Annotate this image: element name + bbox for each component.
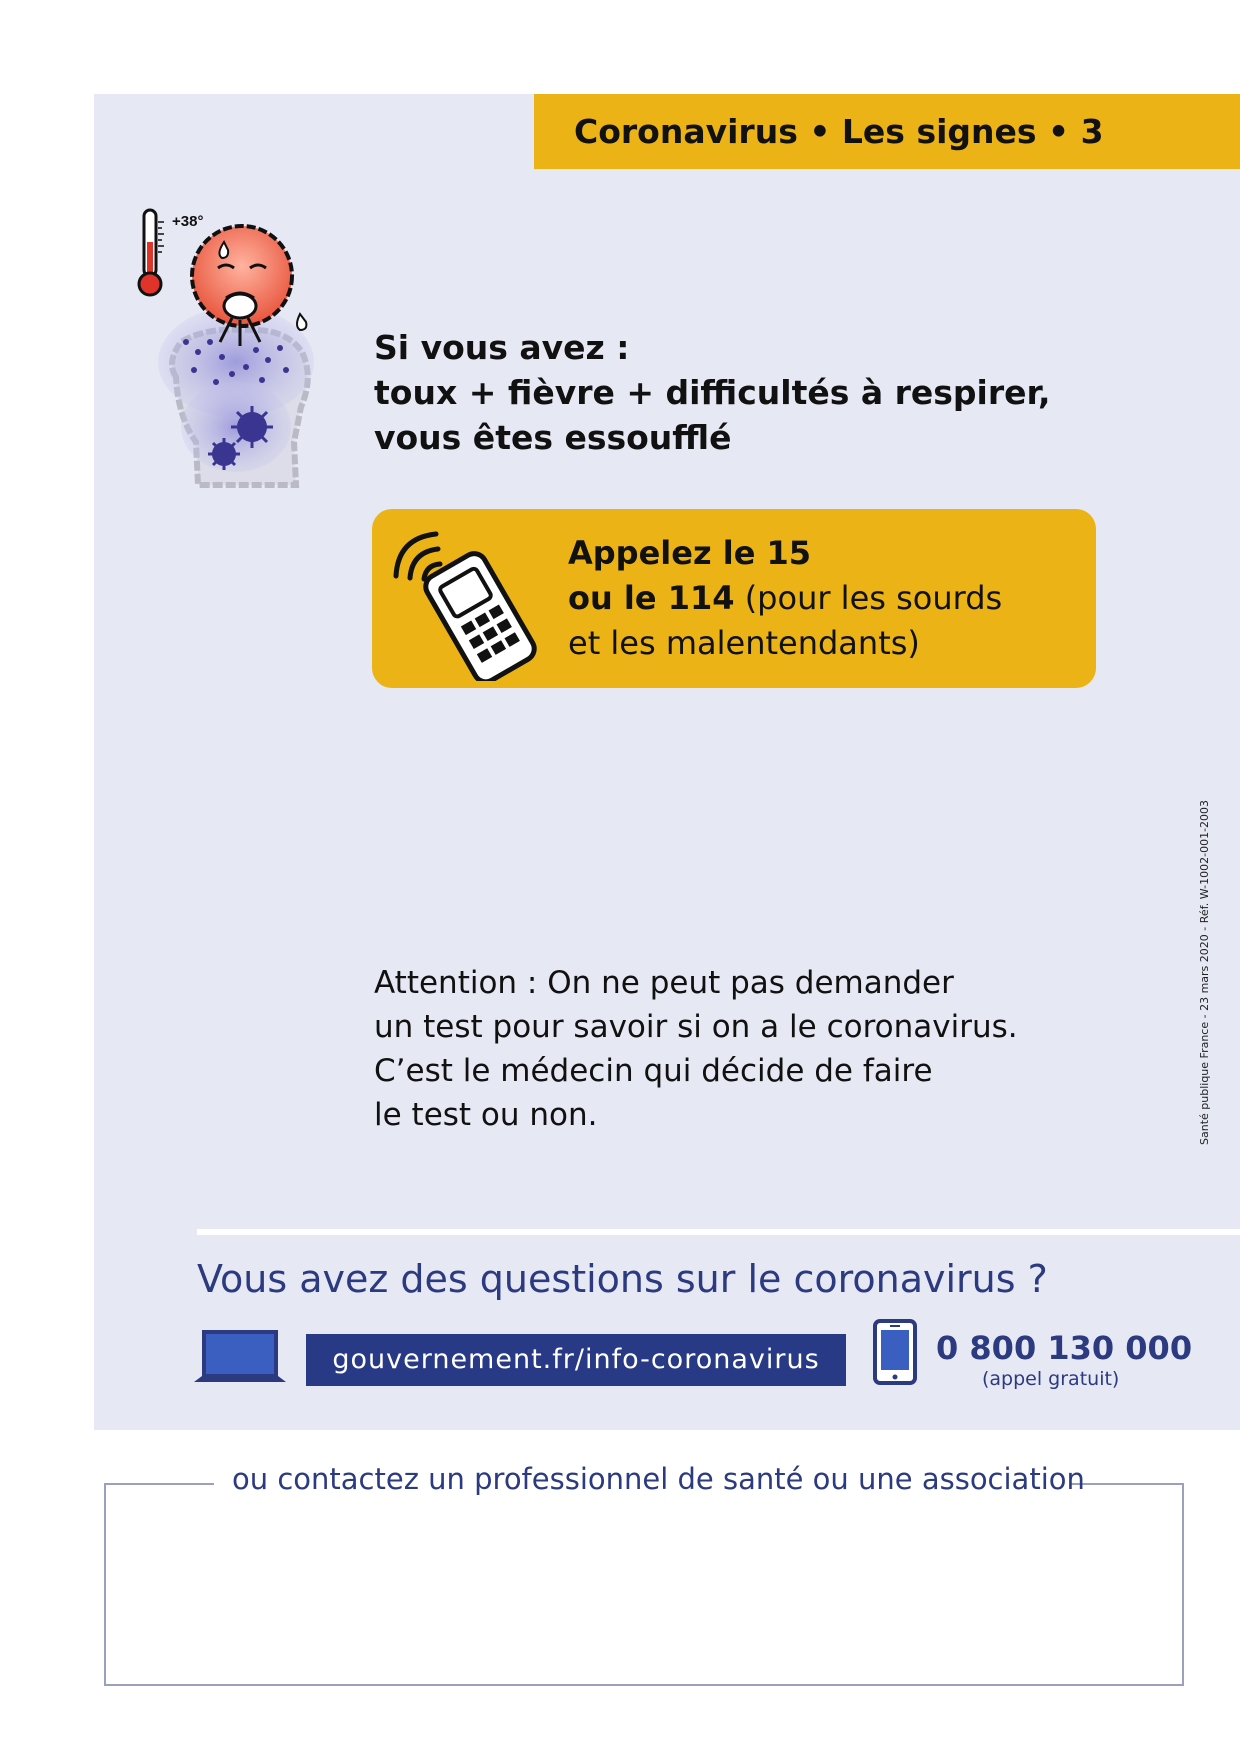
symptoms-line: vous êtes essoufflé bbox=[374, 418, 732, 457]
attention-line: C’est le médecin qui décide de faire bbox=[374, 1053, 933, 1089]
feverish-person-icon bbox=[136, 202, 336, 492]
temperature-label: +38° bbox=[172, 213, 204, 230]
mobile-phone-icon bbox=[384, 516, 554, 681]
call-line: (pour les sourds bbox=[734, 579, 1003, 617]
contact-box-top-left-border bbox=[104, 1483, 214, 1485]
attention-note bbox=[374, 961, 1018, 1137]
call-line: et les malentendants) bbox=[568, 624, 920, 662]
call-number-114: ou le 114 bbox=[568, 579, 735, 617]
document-reference: Santé publique France - 23 mars 2020 - Réf. W-1002-001-2003 bbox=[1198, 799, 1211, 1145]
attention-line: le test ou non. bbox=[374, 1097, 598, 1133]
call-line: Appelez le 15 bbox=[568, 534, 812, 572]
website-link[interactable]: gouvernement.fr/info-coronavirus bbox=[306, 1334, 846, 1386]
symptoms-text bbox=[374, 325, 1050, 460]
section-divider bbox=[197, 1229, 1240, 1235]
smartphone-icon bbox=[872, 1318, 918, 1386]
call-instructions bbox=[568, 531, 1002, 666]
contact-label: ou contactez un professionnel de santé ou une association bbox=[232, 1462, 1085, 1496]
attention-line: un test pour savoir si on a le coronavirus. bbox=[374, 1009, 1018, 1045]
questions-title: Vous avez des questions sur le coronavirus ? bbox=[197, 1257, 1048, 1301]
attention-line: Attention : On ne peut pas demander bbox=[374, 965, 954, 1001]
contact-box bbox=[104, 1483, 1184, 1686]
phone-number[interactable]: 0 800 130 000 bbox=[936, 1329, 1193, 1367]
phone-note: (appel gratuit) bbox=[982, 1368, 1120, 1390]
page-title: Coronavirus • Les signes • 3 bbox=[574, 112, 1104, 151]
laptop-icon bbox=[192, 1328, 288, 1386]
contact-box-top-right-border bbox=[1070, 1483, 1182, 1485]
symptoms-line: Si vous avez : bbox=[374, 328, 630, 367]
symptoms-line: toux + fièvre + difficultés à respirer, bbox=[374, 373, 1051, 412]
